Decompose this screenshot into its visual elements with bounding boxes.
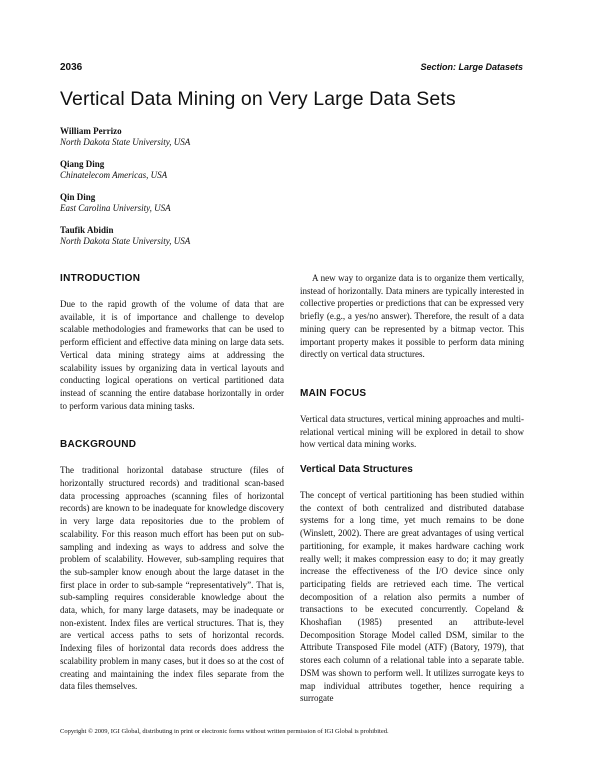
author-block — [60, 225, 360, 247]
introduction-heading: INTRODUCTION — [60, 273, 141, 284]
author-list — [60, 126, 360, 258]
introduction-paragraph: Due to the rapid growth of the volume of data that are available, it is of importance and challenge to develop scalable methodologies and frameworks that can be used to perform efficient and effective data mining on large data sets. Vertical data mining strategy aims at addressing the scalability issues by organizing data in vertical layouts and conducting logical operations on vertical partitioned data instead of scanning the entire database horizontally in order to perform various data mining tasks. — [60, 299, 284, 411]
author-name: Qin Ding — [60, 192, 96, 202]
author-block — [60, 126, 360, 148]
author-affiliation: East Carolina University, USA — [60, 203, 171, 213]
background-heading: BACKGROUND — [60, 439, 137, 451]
background-paragraph: The traditional horizontal database structure (files of horizontally structured records) and traditional scan-based data processing approaches (scanning files of horizontal records) are known to be inadequate for knowledge discovery in very large data repositories due to the problem of scalability. For this reason much effort has been put on sub-sampling and indexing as ways to address and solve the problem of scalability. However, sub-sampling requires that the sub-sampler know enough about the large dataset in the first place in order to sub-sample “representatively”. That is, sub-sampling requires considerable knowledge about the data, which, for many large datasets, may be inadequate or non-existent. Index files are vertical structures. That is, they are vertical access paths to sets of horizontal records. Indexing files of horizontal data records does address the scalability problem in many cases, but it does so at the cost of creating and maintaining the index files separate from the data files themselves. — [60, 465, 284, 692]
author-block — [60, 159, 360, 181]
author-affiliation: North Dakota State University, USA — [60, 236, 191, 246]
author-name: William Perrizo — [60, 126, 122, 136]
main-focus-paragraph: Vertical data structures, vertical mining approaches and multi-relational vertical mining will be explored in detail to show how vertical data mining works. — [300, 413, 524, 450]
author-affiliation: North Dakota State University, USA — [60, 137, 191, 147]
section-label: Section: Large Datasets — [420, 62, 523, 72]
right-column — [300, 272, 524, 705]
page-number: 2036 — [60, 62, 83, 73]
vertical-organization-paragraph: A new way to organize data is to organize them vertically, instead of horizontally. Data miners are typically interested in collective properties or predictions that can be expressed very briefly (e.g., a yes/no answer). Therefore, the result of a data mining query can be represented by a bitmap vector. This important property makes it possible to perform data mining directly on vertical data structures. — [300, 273, 524, 360]
author-affiliation: Chinatelecom Americas, USA — [60, 170, 168, 180]
author-name: Taufik Abidin — [60, 225, 114, 235]
main-focus-heading: MAIN FOCUS — [300, 387, 367, 399]
left-column — [60, 272, 284, 693]
author-name: Qiang Ding — [60, 159, 105, 169]
vertical-data-structures-heading: Vertical Data Structures — [300, 464, 413, 476]
copyright-notice: Copyright © 2009, IGI Global, distributing in print or electronic forms without written permission of IGI Global is prohibited. — [60, 728, 389, 735]
vertical-data-structures-paragraph: The concept of vertical partitioning has been studied within the context of both centralized and distributed database systems for a long time, yet much remains to be done (Winslett, 2002). There are great advantages of using vertical partitioning, for example, it makes hardware caching work really well; it makes compression easy to do; it may greatly increase the effectiveness of the I/O device since only participating fields are retrieved each time. The vertical decomposition of a relation also permits a number of transactions to be executed concurrently. Copeland & Khoshafian (1985) presented an attribute-level Decomposition Storage Model called DSM, similar to the Attribute Transposed File model (ATF) (Batory, 1979), that stores each column of a relational table into a separate table. DSM was shown to perform well. It utilizes surrogate keys to map individual attributes together, hence requiring a surrogate — [300, 490, 524, 704]
article-title: Vertical Data Mining on Very Large Data Sets — [60, 88, 456, 110]
author-block — [60, 192, 360, 214]
